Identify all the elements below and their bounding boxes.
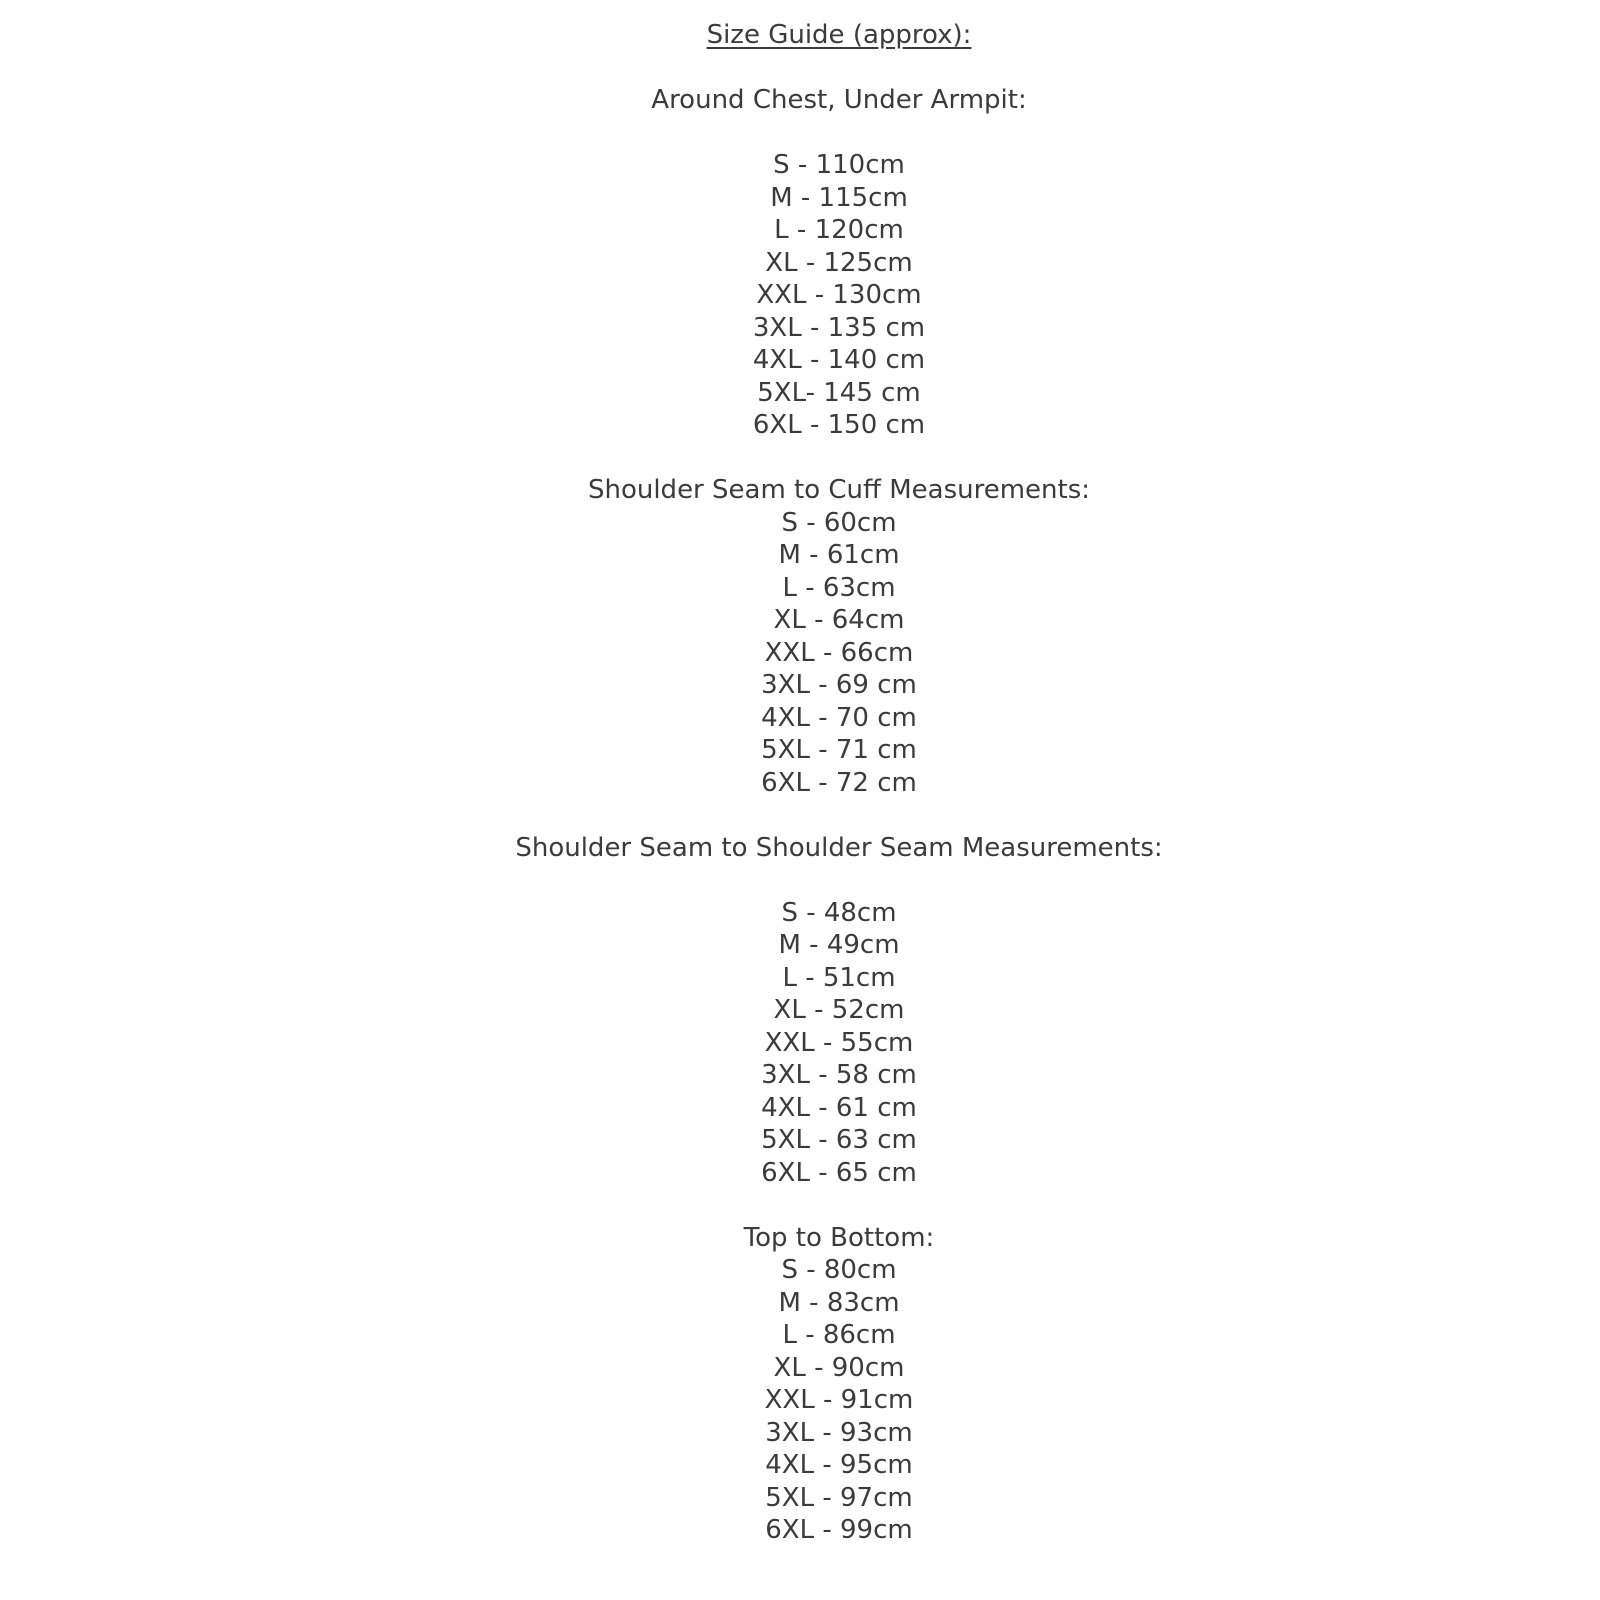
section-seam-to-seam [39, 832, 1600, 1190]
size-line: 4XL - 70 cm [761, 702, 917, 733]
size-line: S - 48cm [781, 897, 897, 928]
section-seam-to-cuff [39, 474, 1600, 799]
size-line: S - 80cm [781, 1255, 897, 1285]
size-line: XL - 125cm [765, 247, 913, 278]
size-line: 6XL - 99cm [765, 1515, 913, 1545]
size-line: XXL - 55cm [764, 1027, 914, 1058]
page-title: Size Guide (approx): [706, 20, 972, 50]
section-around-chest [39, 84, 1600, 442]
size-line: 4XL - 61 cm [761, 1092, 917, 1123]
section-heading-seam-to-cuff: Shoulder Seam to Cuff Measurements: [587, 475, 1091, 505]
size-guide-document [39, 0, 1600, 1547]
size-line: L - 63cm [782, 572, 896, 603]
size-line: 4XL - 140 cm [752, 345, 926, 375]
size-line: 5XL - 71 cm [761, 735, 917, 765]
size-line: XXL - 130cm [756, 280, 922, 310]
blank-line [39, 117, 1600, 150]
size-line: 3XL - 69 cm [761, 670, 917, 700]
blank-line [39, 52, 1600, 85]
size-line: XL - 52cm [773, 995, 905, 1025]
size-line: 5XL- 145 cm [757, 377, 921, 408]
size-line: 3XL - 135 cm [752, 312, 926, 343]
size-line: M - 83cm [778, 1287, 900, 1318]
size-line: XXL - 91cm [764, 1385, 914, 1415]
section-heading-seam-to-seam: Shoulder Seam to Shoulder Seam Measurements: [515, 832, 1163, 863]
size-line: M - 49cm [778, 930, 900, 960]
size-line: 3XL - 58 cm [761, 1060, 917, 1090]
size-line: L - 86cm [782, 1320, 896, 1350]
blank-line [39, 442, 1600, 475]
size-line: 6XL - 65 cm [761, 1157, 917, 1188]
size-line: S - 60cm [781, 507, 897, 538]
size-line: 3XL - 93cm [765, 1417, 913, 1448]
blank-line [39, 1189, 1600, 1222]
section-top-to-bottom [39, 1222, 1600, 1547]
size-line: L - 51cm [782, 962, 896, 993]
size-line: 4XL - 95cm [765, 1450, 913, 1480]
size-line: M - 115cm [770, 182, 908, 213]
size-line: 5XL - 97cm [765, 1482, 913, 1513]
section-heading-top-to-bottom: Top to Bottom: [743, 1222, 935, 1253]
size-line: S - 110cm [773, 150, 905, 180]
size-line: 6XL - 150 cm [752, 410, 926, 440]
size-line: XL - 90cm [773, 1352, 905, 1383]
size-line: 5XL - 63 cm [761, 1125, 917, 1155]
size-line: XL - 64cm [773, 605, 905, 635]
size-line: 6XL - 72 cm [761, 767, 917, 798]
blank-line [39, 799, 1600, 832]
section-heading-around-chest: Around Chest, Under Armpit: [651, 85, 1027, 115]
blank-line [39, 864, 1600, 897]
size-line: L - 120cm [774, 215, 904, 245]
size-line: M - 61cm [778, 540, 900, 570]
size-line: XXL - 66cm [764, 637, 914, 668]
